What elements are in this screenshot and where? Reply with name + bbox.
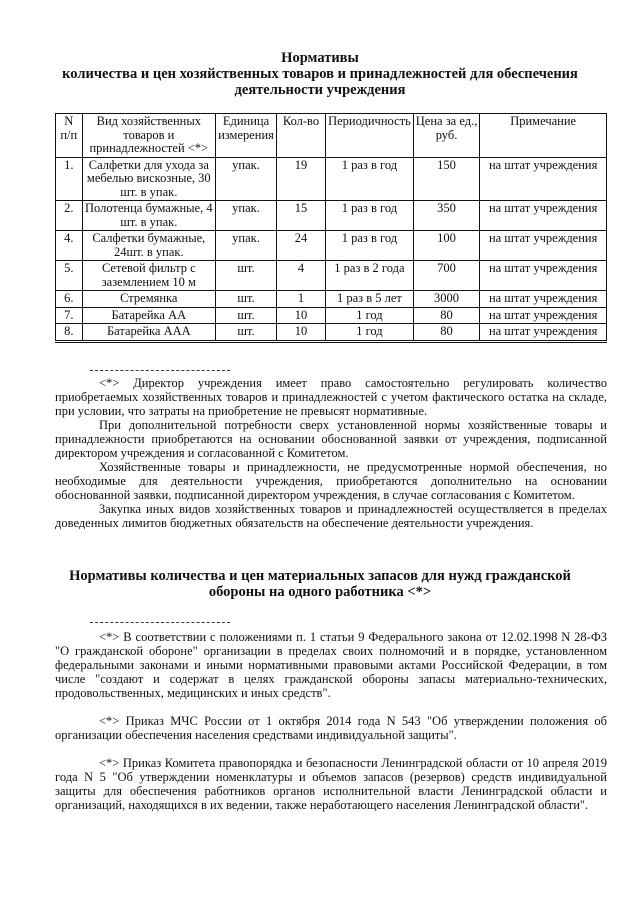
heading-line-2: количества и цен хозяйственных товаров и принадлежностей для обеспечения (62, 66, 578, 82)
footnote-separator (90, 370, 230, 371)
heading-line-3: деятельности учреждения (234, 82, 406, 98)
row-number: 6. (56, 291, 83, 308)
header-cell: Примечание (480, 114, 607, 158)
item-unit: упак. (216, 201, 277, 231)
item-note: на штат учреждения (480, 291, 607, 308)
item-qty: 10 (276, 324, 325, 342)
item-period: 1 раз в год (326, 231, 414, 261)
footnote-paragraph: <*> Приказ МЧС России от 1 октября 2014 года N 543 "Об утверждении положения об организации обеспечения населения средствами индивидуальной защиты". (55, 714, 607, 742)
footnote-paragraph: При дополнительной потребности сверх установленной нормы хозяйственные товары и принадлежности приобретаются на основании обоснованной заявки от учреждения, подписанной директором учреждения и согласованной с Комитетом. (55, 418, 607, 460)
item-period: 1 раз в 5 лет (326, 291, 414, 308)
item-price: 80 (413, 307, 480, 324)
item-name: Батарейка АА (82, 307, 216, 324)
table-row (56, 291, 607, 308)
table-row (56, 157, 607, 201)
section-heading-2 (0, 568, 640, 600)
header-cell: Единица измерения (216, 114, 277, 158)
header-cell: N п/п (56, 114, 83, 158)
table-row (56, 261, 607, 291)
footnote-paragraph: Хозяйственные товары и принадлежности, не предусмотренные нормой обеспечения, но необходимые для деятельности учреждения, приобретаются дополнительно на основании обоснованной заявки, подписанной директором учреждения, в случае согласования с Комитетом. (55, 460, 607, 502)
norms-table (55, 113, 607, 343)
item-name: Сетевой фильтр с заземлением 10 м (82, 261, 216, 291)
item-period: 1 раз в 2 года (326, 261, 414, 291)
item-unit: упак. (216, 157, 277, 201)
item-price: 350 (413, 201, 480, 231)
item-name: Полотенца бумажные, 4 шт. в упак. (82, 201, 216, 231)
item-qty: 19 (276, 157, 325, 201)
item-qty: 15 (276, 201, 325, 231)
item-price: 80 (413, 324, 480, 342)
item-qty: 24 (276, 231, 325, 261)
footnotes-block-2 (55, 630, 607, 812)
header-cell: Цена за ед., руб. (413, 114, 480, 158)
row-number: 1. (56, 157, 83, 201)
item-period: 1 год (326, 324, 414, 342)
item-price: 150 (413, 157, 480, 201)
main-heading (0, 50, 640, 98)
row-number: 7. (56, 307, 83, 324)
item-period: 1 раз в год (326, 157, 414, 201)
table-header-row (56, 114, 607, 158)
item-unit: шт. (216, 261, 277, 291)
header-cell: Периодичность (326, 114, 414, 158)
item-note: на штат учреждения (480, 157, 607, 201)
item-price: 700 (413, 261, 480, 291)
footnote-separator (90, 622, 230, 623)
item-period: 1 раз в год (326, 201, 414, 231)
item-note: на штат учреждения (480, 201, 607, 231)
header-cell: Вид хозяйственных товаров и принадлежностей <*> (82, 114, 216, 158)
item-unit: шт. (216, 324, 277, 342)
row-number: 4. (56, 231, 83, 261)
item-name: Стремянка (82, 291, 216, 308)
row-number: 8. (56, 324, 83, 342)
item-qty: 10 (276, 307, 325, 324)
item-period: 1 год (326, 307, 414, 324)
item-unit: шт. (216, 307, 277, 324)
row-number: 5. (56, 261, 83, 291)
item-note: на штат учреждения (480, 261, 607, 291)
footnote-paragraph: <*> В соответствии с положениями п. 1 статьи 9 Федерального закона от 12.02.1998 N 28-ФЗ "О гражданской обороне" организации в пределах своих полномочий и в порядке, установленном федеральными законами и иными нормативными правовыми актами Российской Федерации, в том числе "создают и содержат в целях гражданской обороны запасы материально-технических, продовольственных, медицинских и иных средств". (55, 630, 607, 700)
heading-line-1: Нормативы (281, 50, 359, 66)
footnote-paragraph: <*> Директор учреждения имеет право самостоятельно регулировать количество приобретаемых хозяйственных товаров и принадлежностей с учетом фактического остатка на складе, при условии, что затраты на приобретение не превысят нормативные. (55, 376, 607, 418)
table-row (56, 201, 607, 231)
item-name: Батарейка ААА (82, 324, 216, 342)
item-price: 100 (413, 231, 480, 261)
table-row (56, 231, 607, 261)
item-note: на штат учреждения (480, 324, 607, 342)
item-qty: 4 (276, 261, 325, 291)
table-row (56, 324, 607, 342)
footnotes-block-1 (55, 376, 607, 530)
item-unit: упак. (216, 231, 277, 261)
item-qty: 1 (276, 291, 325, 308)
item-name: Салфетки для ухода за мебелью вискозные, 30 шт. в упак. (82, 157, 216, 201)
item-note: на штат учреждения (480, 231, 607, 261)
item-name: Салфетки бумажные, 24шт. в упак. (82, 231, 216, 261)
heading2-line-2: обороны на одного работника <*> (208, 584, 432, 600)
item-note: на штат учреждения (480, 307, 607, 324)
item-price: 3000 (413, 291, 480, 308)
footnote-paragraph: <*> Приказ Комитета правопорядка и безопасности Ленинградской области от 10 апреля 2019 года N 5 "Об утверждении номенклатуры и объемов запасов (резервов) средств индивидуальной защиты для обеспечения работников органов исполнительной власти Ленинградской области и организаций, находящихся в их ведении, также неработающего населения Ленинградской области". (55, 756, 607, 812)
heading2-line-1: Нормативы количества и цен материальных запасов для нужд гражданской (69, 568, 571, 584)
header-cell: Кол-во (276, 114, 325, 158)
row-number: 2. (56, 201, 83, 231)
footnote-paragraph: Закупка иных видов хозяйственных товаров и принадлежностей осуществляется в пределах доведенных лимитов бюджетных обязательств на обеспечение деятельности учреждения. (55, 502, 607, 530)
table-row (56, 307, 607, 324)
item-unit: шт. (216, 291, 277, 308)
